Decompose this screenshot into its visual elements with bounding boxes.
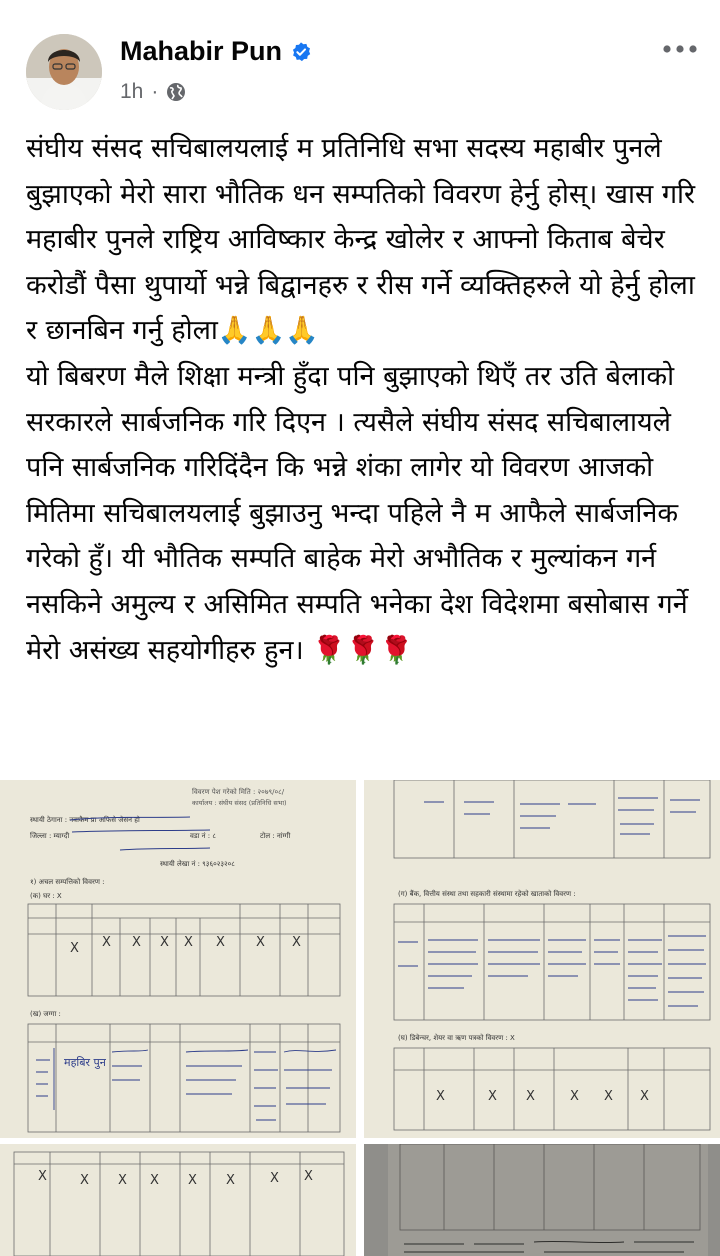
- doc1-section1a: (क) घर : X: [30, 892, 62, 900]
- doc2-section3: (घ) डिबेन्चर, शेयर वा ऋण पत्रको विवरण : X: [398, 1034, 515, 1042]
- doc1-office: कार्यालय : संघीय संसद (प्रतिनिधि सभा): [192, 799, 287, 807]
- doc2-cross-5: X: [604, 1089, 613, 1104]
- doc1-address: स्थायी ठेगाना : नवाकैम प्रा अफिसे जेसन हो: [30, 816, 140, 824]
- doc2-cross-4: X: [570, 1089, 579, 1104]
- doc1-section1: १) अचल सम्पत्तिको विवरण :: [30, 878, 105, 886]
- doc1-heading: विवरण पेश गरेको मिति : २०७९/०८/: [192, 788, 285, 796]
- doc2-cross-1: X: [436, 1089, 445, 1104]
- doc2-cross-6: X: [640, 1089, 649, 1104]
- doc1-section1b: (ख) जग्गा :: [30, 1010, 61, 1018]
- post-paragraph-1: संघीय संसद सचिबालयलाई म प्रतिनिधि सभा सदस्य महाबीर पुनले बुझाएको मेरो सारा भौतिक धन सम्पतिको विवरण हेर्नु होस्। खास गरि महाबीर पुनले राष्ट्रिय आविष्कार केन्द्र खोलेर र आफ्नो किताब बेचेर करोडौं पैसा थुपार्यो भन्ने बिद्वानहरु र रीस गर्ने व्यक्तिहरुले यो हेर्नु होला र छानबिन गर्नु होला🙏🙏🙏: [26, 133, 696, 347]
- document-3-image: [0, 1144, 356, 1256]
- doc3-cross-4: X: [150, 1173, 159, 1188]
- doc1-cross-7: X: [256, 935, 265, 950]
- post-meta: [120, 80, 186, 104]
- photo-grid: [0, 780, 720, 1256]
- document-2-image: [364, 780, 720, 1138]
- document-1-image: [0, 780, 356, 1138]
- doc3-cross-5: X: [188, 1173, 197, 1188]
- doc2-cross-3: X: [526, 1089, 535, 1104]
- doc3-cross-3: X: [118, 1173, 127, 1188]
- post-body: [26, 126, 706, 673]
- avatar-image: [26, 34, 102, 110]
- photo-document-4[interactable]: [364, 1144, 720, 1256]
- doc3-cross-2: X: [80, 1173, 89, 1188]
- meta-separator: ·: [151, 80, 159, 103]
- author-name-text[interactable]: Mahabir Pun: [120, 36, 283, 66]
- photo-document-1[interactable]: [0, 780, 356, 1138]
- doc2-cross-2: X: [488, 1089, 497, 1104]
- globe-icon[interactable]: [166, 82, 186, 102]
- doc1-cross-5: X: [184, 935, 193, 950]
- doc1-owner: महबिर पुन: [64, 1056, 106, 1069]
- photo-document-2[interactable]: [364, 780, 720, 1138]
- photo-document-3[interactable]: [0, 1144, 356, 1256]
- doc2-section2: (ग) बैंक, वित्तीय संस्था तथा सहकारी संस्थामा रहेको खाताको विवरण :: [398, 890, 576, 898]
- doc1-cross-6: X: [216, 935, 225, 950]
- doc1-village: टोल : नांग्गी: [260, 832, 291, 840]
- document-4-image: [364, 1144, 720, 1256]
- doc3-cross-8: X: [304, 1169, 313, 1184]
- more-options-icon[interactable]: [660, 34, 700, 64]
- doc1-phone: स्थायी लेखा नं : ९३६०२३२०८: [160, 860, 235, 868]
- author-name[interactable]: [120, 36, 312, 67]
- doc3-cross-6: X: [226, 1173, 235, 1188]
- verified-badge-icon: [290, 41, 312, 63]
- post-header: [0, 0, 720, 120]
- post-paragraph-2: यो बिबरण मैले शिक्षा मन्त्री हुँदा पनि बुझाएको थिएँ तर उति बेलाको सरकारले सार्बजनिक गरि दिएन । त्यसैले संघीय संसद सचिबालायले पनि सार्बजनिक गरिदिंदैन कि भन्ने शंका लागेर यो विवरण आजको मितिमा सचिबालयलाई बुझाउनु भन्दा पहिले नै म आफैले सार्बजनिक गरेको हुँ। यी भौतिक सम्पति बाहेक मेरो अभौतिक र मुल्यांकन गर्न नसकिने अमुल्य र असिमित सम्पति भनेका देश विदेशमा बसोबास गर्ने मेरो असंख्य सहयोगीहरु हुन। 🌹🌹🌹: [26, 360, 688, 666]
- doc1-cross-3: X: [132, 935, 141, 950]
- post-time[interactable]: 1h: [120, 80, 144, 103]
- doc1-ward: वडा नं : ८: [190, 832, 217, 840]
- doc3-cross-7: X: [270, 1171, 279, 1186]
- doc3-cross-1: X: [38, 1169, 47, 1184]
- doc1-cross-8: X: [292, 935, 301, 950]
- doc1-cross-4: X: [160, 935, 169, 950]
- doc1-cross-1: X: [70, 941, 79, 956]
- author-avatar[interactable]: [26, 34, 102, 110]
- doc1-cross-2: X: [102, 935, 111, 950]
- doc1-district: जिल्ला : म्याग्दी: [30, 832, 70, 840]
